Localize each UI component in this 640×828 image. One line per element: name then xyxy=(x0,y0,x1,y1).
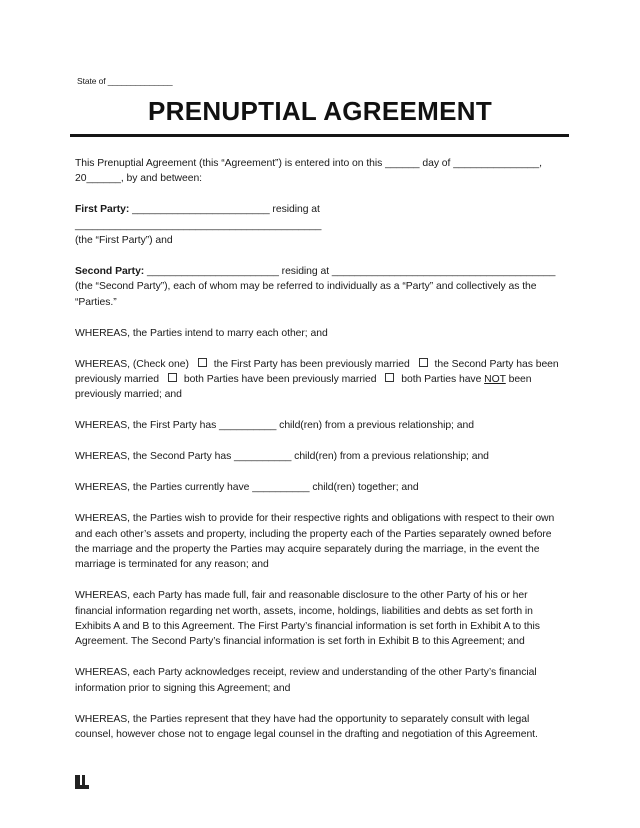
intro-line: This Prenuptial Agreement (this “Agreement”) is entered into on this ______ day of _______________, xyxy=(75,158,542,169)
option-second-party-married: the Second Party has been previously married xyxy=(75,358,559,386)
document-body xyxy=(75,156,565,758)
option-both-married: both Parties have been previously married xyxy=(183,374,377,386)
whereas-acknowledge: WHEREAS, each Party acknowledges receipt, review and understanding of the other Party’s financial information prior to signing this Agreement; and xyxy=(75,667,537,694)
state-blank[interactable]: ______________ xyxy=(107,76,173,86)
whereas-second-children: WHEREAS, the Second Party has __________ child(ren) from a previous relationship; and xyxy=(75,451,489,463)
second-party-paragraph xyxy=(75,264,565,310)
second-party-note: (the “Second Party”), each of whom may be referred to individually as a “Party” and collectively as the “Parties.” xyxy=(75,281,537,308)
checkbox-neither-married[interactable] xyxy=(385,373,394,382)
check-lead: WHEREAS, (Check one) xyxy=(75,358,189,370)
option-neither-tail: been previously married; and xyxy=(75,374,532,401)
first-party-paragraph xyxy=(75,202,565,248)
whereas-marry: WHEREAS, the Parties intend to marry each other; and xyxy=(75,327,328,339)
first-party-fields[interactable]: ________________________ residing at ___________________________________________ xyxy=(75,204,322,231)
whereas-rights: WHEREAS, the Parties wish to provide for their respective rights and obligations with respect to their own and each other’s assets and property, including the property each of the Parties separately owned before the marriage and the property the Parties may acquire separately during the marriage, in the event the marriage is terminated for any reason; and xyxy=(75,513,555,571)
checkbox-first-party-married[interactable] xyxy=(198,358,207,367)
whereas-first-children: WHEREAS, the First Party has __________ child(ren) from a previous relationship; and xyxy=(75,420,474,432)
intro-line-2: 20______, by and between: xyxy=(75,173,203,185)
checkbox-both-married[interactable] xyxy=(168,373,177,382)
second-party-label: Second Party: xyxy=(75,266,145,278)
not-emphasis: NOT xyxy=(484,374,506,386)
second-party-fields[interactable]: _______________________ residing at _______________________________________ xyxy=(144,266,556,278)
state-of-line xyxy=(77,76,173,86)
option-first-party-married: the First Party has been previously married xyxy=(213,358,410,370)
state-label: State of xyxy=(77,76,106,86)
whereas-disclosure: WHEREAS, each Party has made full, fair and reasonable disclosure to the other Party of his or her financial information regarding net worth, assets, income, holdings, liabilities and debts as set forth in Exhibits A and B to this Agreement. The First Party’s financial information is set forth in Exhibit A to this Agreement. The Second Party’s financial information is set forth in Exhibit B to this Agreement; and xyxy=(75,590,540,648)
title-divider xyxy=(70,134,569,137)
intro-paragraph xyxy=(75,156,565,187)
checkbox-second-party-married[interactable] xyxy=(419,358,428,367)
whereas-check-one xyxy=(75,357,565,403)
whereas-together-children: WHEREAS, the Parties currently have __________ child(ren) together; and xyxy=(75,482,419,494)
first-party-note: (the “First Party”) and xyxy=(75,235,173,247)
lawdepot-l-logo-icon xyxy=(75,775,89,789)
whereas-counsel: WHEREAS, the Parties represent that they have had the opportunity to separately consult with legal counsel, however chose not to engage legal counsel in the drafting and negotiation of this Agreement. xyxy=(75,713,538,741)
option-neither-married: both Parties have xyxy=(401,374,485,386)
document-title: PRENUPTIAL AGREEMENT xyxy=(147,96,493,126)
first-party-label: First Party: xyxy=(75,204,130,216)
